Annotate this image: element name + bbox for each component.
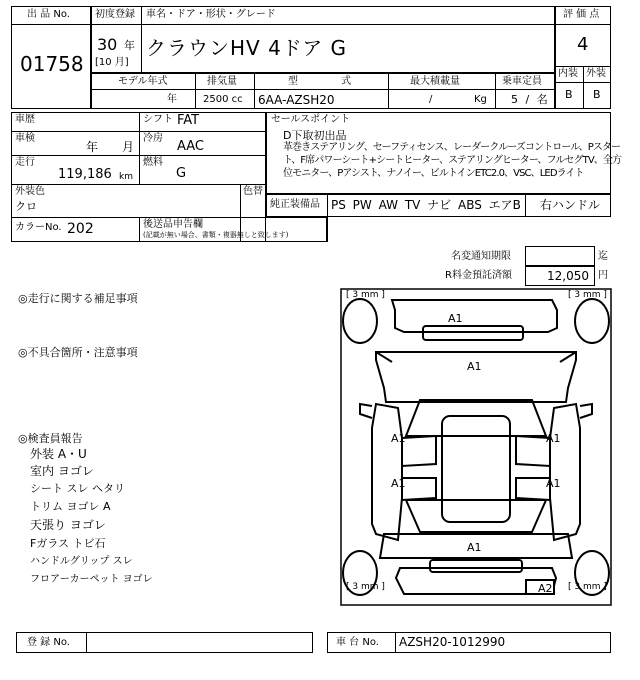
shift-value: FAT [177,113,200,128]
shift-label: シフト [143,114,173,125]
inspector-line: フロアーカーペット ヨゴレ [30,574,153,585]
model-value: 6AA-AZSH20 [258,93,335,107]
tire-front-left [343,299,377,343]
max-load-value: / [429,94,433,105]
mark-rear-left-door: A1 [391,477,406,490]
mark-rear-right-door: A1 [546,477,561,490]
docs-label: 後送品申告欄 [143,219,203,230]
recycle-unit: 円 [598,270,608,281]
chassis-label: 車 台 No. [336,637,379,648]
inspection-month-unit: 月 [122,140,135,154]
front-bumper-shape [392,300,557,332]
car-damage-diagram [340,288,612,606]
sales-points-label: セールスポイント [271,114,351,125]
left-side-shape [372,404,402,540]
docs-note: (記載が無い場合、書類・複器無しと致します) [143,231,289,239]
driving-notes-label: ◎走行に関する補足事項 [18,292,138,305]
tire-depth-front-right: [ 3 mm ] [568,290,607,300]
capacity-value: 5 / 名 [511,93,548,106]
inspector-line: 外装 A・U [30,447,87,461]
exterior-label: 外装 [586,68,606,79]
mirror-right [580,404,592,418]
door-front-right [516,436,550,466]
inspector-label: ◎検査員報告 [18,432,83,445]
mark-trunk: A1 [467,541,482,554]
hood-edge [560,352,576,362]
door-rear-right [516,478,550,500]
interior-grade: B [565,88,573,101]
mark-hood: A1 [467,360,482,373]
first-reg-year-unit: 年 [124,39,135,52]
hood-edge [376,352,392,362]
rear-glass-shape [406,500,546,532]
chassis-value: AZSH20-1012990 [399,635,506,649]
handle-side: 右ハンドル [540,198,601,212]
equipment-label: 純正装備品 [270,199,320,210]
interior-label: 内装 [558,68,578,79]
lot-label: 出 品 No. [27,9,70,20]
name-change-unit: 迄 [598,251,608,262]
first-reg-year: 30 [97,35,118,54]
tire-depth-front-left: [ 3 mm ] [346,290,385,300]
model-year-label: モデル年式 [118,76,168,87]
inspector-line: Fガラス トビ石 [30,537,106,550]
defect-notes-label: ◎不具合箇所・注意事項 [18,346,138,359]
max-load-label: 最大積載量 [410,76,460,87]
registration-label: 登 録 No. [27,637,70,648]
score-value: 4 [577,34,589,55]
lot-number: 01758 [20,52,84,76]
ext-color-value: クロ [15,200,37,213]
displacement-label: 排気量 [207,76,237,87]
color-no-label: カラーNo. [15,222,62,233]
ac-value: AAC [177,139,204,154]
recycle-value: 12,050 [547,269,589,283]
exterior-grade: B [593,88,601,101]
sales-point-line: 位モニター、Pアシスト、ナノイー、ビルトインETC2.0、VSC、LEDライト [283,168,584,179]
color-change-label: 色替 [243,186,263,197]
inspector-line: 室内 ヨゴレ [30,464,94,478]
mark-front-right-door: A1 [546,432,561,445]
sales-point-line: ト、F席パワーシート+シートヒーター、ステアリングヒーター、フルセグTV、全方 [283,155,622,166]
mark-front-left-door: A1 [391,432,406,445]
right-side-shape [550,404,580,540]
inspector-line: トリム ヨゴレ A [30,500,111,513]
name-change-label: 名変通知期限 [451,251,511,262]
equipment-items: PS PW AW TV ナビ ABS エアB [331,198,521,212]
door-front-left [402,436,436,466]
sales-point-line: 革巻きステアリング、セーフティセンス、レーダークルーズコントロール、Pスター [283,142,621,153]
tire-depth-rear-right: [ 3 mm ] [568,582,607,592]
score-label: 評 価 点 [563,9,600,20]
first-reg-month: [10 月] [95,57,129,68]
car-name: クラウンHV 4ドア G [146,36,348,60]
max-load-unit: Kg [474,94,487,105]
car-name-label: 車名・ドア・形状・グレード [146,9,276,20]
mark-rear-bumper: A2 [538,582,553,595]
windshield-shape [406,400,546,436]
color-no-value: 202 [67,221,94,237]
roof-shape [442,416,510,522]
rear-plate-shape [430,560,522,572]
mark-front-bumper: A1 [448,312,463,325]
displacement-value: 2500 cc [203,94,243,105]
door-rear-left [402,478,436,500]
tire-depth-rear-left: [ 3 mm ] [346,582,385,592]
fuel-label: 燃料 [143,157,163,168]
capacity-label: 乗車定員 [502,76,542,87]
ac-label: 冷房 [143,133,163,144]
model-label: 型 式 [288,76,352,87]
history-label: 車歴 [15,114,35,125]
fuel-value: G [176,166,187,181]
mileage-label: 走行 [15,157,35,168]
mirror-left [360,404,372,418]
recycle-label: R料金預託済額 [445,270,512,281]
mileage-unit: km [119,172,133,182]
mileage-value: 119,186 [58,167,112,182]
tire-front-right [575,299,609,343]
inspection-label: 車検 [15,133,35,144]
inspector-line: シート スレ ヘタリ [30,482,125,495]
model-year-unit: 年 [167,94,177,105]
ext-color-label: 外装色 [15,186,45,197]
name-change-field [525,246,595,266]
inspector-line: 天張り ヨゴレ [30,518,106,532]
first-reg-label: 初度登録 [95,9,135,20]
inspection-year-unit: 年 [86,140,99,154]
inspector-line: ハンドルグリップ スレ [30,556,133,567]
sales-point-line: D下取初出品 [283,129,347,142]
